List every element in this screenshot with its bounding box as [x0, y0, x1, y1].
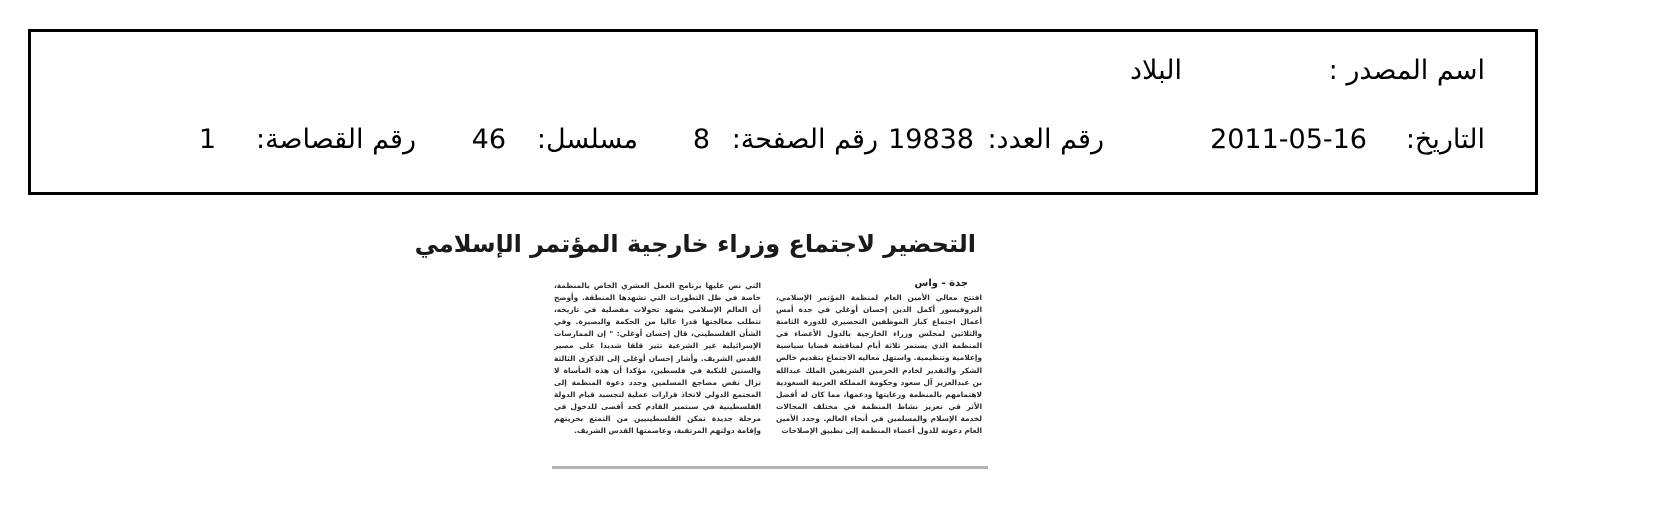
article-column-left: التي نص عليها برنامج العمل العشري الخاص بالمنظمة، خاصة في ظل التطورات التي تشهدها المنطقة. وأوضح أن العالم الإسلامي يشهد تحولات مفصلية في تاريخه، تتطلب معالجتها قدرا عاليا من الحكمة والبصيرة. وفي الشأن الفلسطيني، قال إحسان أوغلي: " إن الممارسات الإسرائيلية غير الشرعية تثير قلقا شديدا على مصير القدس الشريف. وأشار إحسان أوغلي إلى الذكرى الثالثة والستين للنكبة في فلسطين، مؤكدا أن هذه المأساة لا تزال تقض مضاجع المسلمين وجدد دعوة المنظمة إلى المجتمع الدولي لاتخاذ قرارات عملية لتجسيد قيام الدولة الفلسطينية في سبتمبر القادم كحد أقصى للدخول في مرحلة جديدة تمكن الفلسطينيين من التمتع بحريتهم وإقامة دولتهم المرتقبة، وعاصمتها القدس الشريف. [554, 281, 761, 436]
page-label: رقم الصفحة: [731, 124, 878, 155]
source-value: البلاد [1129, 55, 1182, 86]
page-value: 8 [692, 124, 710, 155]
article-column-right: افتتح معالي الأمين العام لمنظمة المؤتمر الإسلامي، البروفيسور أكمل الدين إحسان أوغلي في جدة أمس أعمال اجتماع كبار الموظفين التحضيري للدورة الثامنة والثلاثين لمجلس وزراء الخارجية بالدول الأعضاء في المنظمة الذي يستمر ثلاثة أيام لمناقشة قضايا سياسية وإعلامية وتنظيمية. واستهل معاليه الاجتماع بتقديم خالص الشكر والتقدير لخادم الحرمين الشريفين الملك عبدالله بن عبدالعزيز آل سعود وحكومة المملكة العربية السعودية لاهتمامهم بالمنظمة ورعايتها ودعمها، مما كان له أفضل الأثر في تعزيز نشاط المنظمة في مختلف المجالات لخدمة الإسلام والمسلمين في أنحاء العالم. وجدد الأمين العام دعوته للدول أعضاء المنظمة إلى تطبيق الإصلاحات [776, 293, 982, 436]
issue-label: رقم العدد: [987, 124, 1104, 155]
clipping-bottom-rule [552, 466, 988, 469]
clip-value: 1 [198, 124, 216, 155]
serial-value: 46 [471, 124, 506, 155]
clip-label: رقم القصاصة: [255, 124, 416, 155]
newspaper-clipping [414, 228, 988, 471]
serial-label: مسلسل: [536, 124, 638, 155]
date-value: 2011-05-16 [1210, 124, 1367, 155]
date-label: التاريخ: [1405, 124, 1485, 155]
source-label: اسم المصدر : [1328, 55, 1485, 86]
source-metadata-box [28, 29, 1538, 195]
article-headline: التحضير لاجتماع وزراء خارجية المؤتمر الإسلامي [414, 230, 976, 258]
article-dateline: جدة - واس [914, 278, 968, 289]
issue-value: 19838 [888, 124, 974, 155]
